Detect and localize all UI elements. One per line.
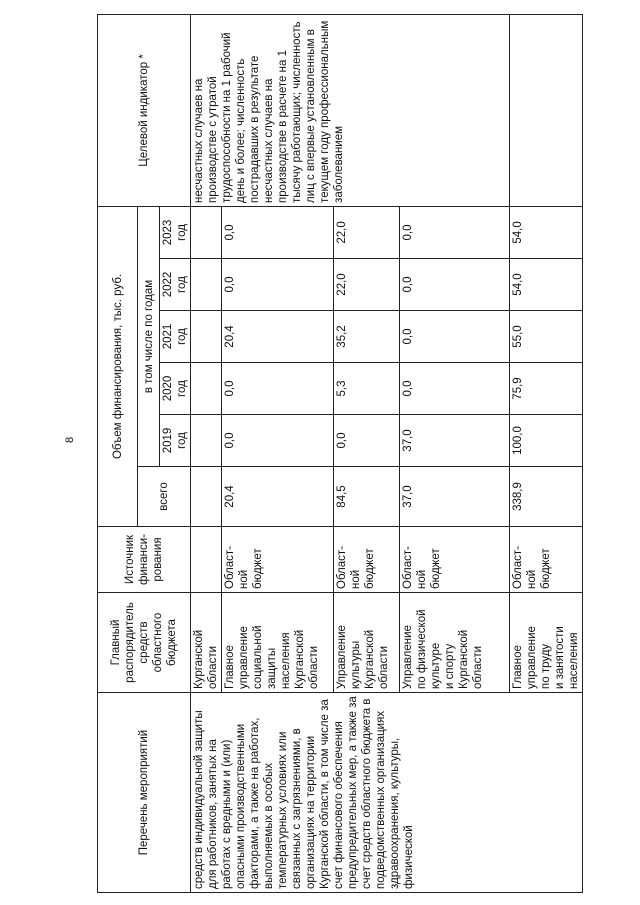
year-2023-cell [191, 206, 222, 258]
year-2021-cell: 0,0 [400, 311, 510, 363]
header-target: Целевой индикатор * [98, 14, 191, 206]
header-year-2019: 2019 год [160, 415, 191, 467]
target-cell: несчастных случаев на производстве с утратой трудоспособности на 1 рабочий день и более; численность пострадавших в результате несчастных случаев на производстве в расчете на 1 тысячу работающих; численность лиц с впервые установленным в текущем году профессиональным заболеванием [191, 14, 510, 206]
year-2020-cell: 0,0 [400, 363, 510, 415]
year-2023-cell: 0,0 [400, 206, 510, 258]
year-2019-cell: 37,0 [400, 415, 510, 467]
year-2020-cell: 5,3 [334, 363, 400, 415]
year-2020-cell: 0,0 [222, 363, 334, 415]
total-cell: 338,9 [510, 467, 583, 527]
header-measures: Перечень мероприятий [98, 693, 191, 893]
year-2023-cell: 22,0 [334, 206, 400, 258]
header-year-2020: 2020 год [160, 363, 191, 415]
year-2022-cell: 0,0 [400, 259, 510, 311]
header-year-2021: 2021 год [160, 311, 191, 363]
manager-cell: Управление культуры Курганской области [334, 593, 400, 693]
year-2021-cell: 20,4 [222, 311, 334, 363]
year-2020-cell [191, 363, 222, 415]
year-2022-cell: 22,0 [334, 259, 400, 311]
year-2021-cell [191, 311, 222, 363]
year-2019-cell: 0,0 [222, 415, 334, 467]
target-cell-empty [510, 14, 583, 206]
manager-cell: Главное управление по труду и занятости населения [510, 593, 583, 693]
source-cell: Област- ной бюджет [510, 527, 583, 593]
header-manager: Главный распорядитель средств областного бюджета [98, 593, 191, 693]
year-2021-cell: 35,2 [334, 311, 400, 363]
manager-cell: Управление по физической культуре и спорту Курганской области [400, 593, 510, 693]
source-cell: Област- ной бюджет [400, 527, 510, 593]
year-2020-cell: 75,9 [510, 363, 583, 415]
total-cell: 20,4 [222, 467, 334, 527]
header-by-years: в том числе по годам [138, 206, 160, 466]
header-year-2022: 2022 год [160, 259, 191, 311]
funding-table [97, 14, 583, 893]
year-2019-cell: 0,0 [334, 415, 400, 467]
year-2022-cell: 0,0 [222, 259, 334, 311]
rotated-page [97, 15, 580, 893]
header-source: Источник финанси-рования [98, 527, 191, 593]
total-cell: 84,5 [334, 467, 400, 527]
year-2019-cell: 100,0 [510, 415, 583, 467]
total-cell [191, 467, 222, 527]
header-year-2023: 2023 год [160, 206, 191, 258]
year-2023-cell: 54,0 [510, 206, 583, 258]
manager-cell: Главное управление социальной защиты населения Курганской области [222, 593, 334, 693]
year-2021-cell: 55,0 [510, 311, 583, 363]
year-2023-cell: 0,0 [222, 206, 334, 258]
total-cell: 37,0 [400, 467, 510, 527]
page-number: 8 [64, 436, 76, 443]
source-cell: Област- ной бюджет [334, 527, 400, 593]
year-2022-cell: 54,0 [510, 259, 583, 311]
year-2019-cell [191, 415, 222, 467]
measures-cell: средств индивидуальной защиты для работников, занятых на работах с вредными и (или) опасными производственными факторами, а также на работах, выполняемых в особых температурных условиях или связанных с загрязнениями, в организациях на территории Курганской области, в том числе за счет финансового обеспечения предупредительных мер, а также за счет средств областного бюджета в подведомственных организациях здравоохранения, культуры, физической [191, 693, 583, 893]
table-row [191, 14, 222, 892]
header-funding: Объем финансирования, тыс. руб. [98, 206, 138, 526]
source-cell: Област- ной бюджет [222, 527, 334, 593]
header-total: всего [138, 467, 191, 527]
year-2022-cell [191, 259, 222, 311]
source-cell [191, 527, 222, 593]
manager-cell: Курганской области [191, 593, 222, 693]
